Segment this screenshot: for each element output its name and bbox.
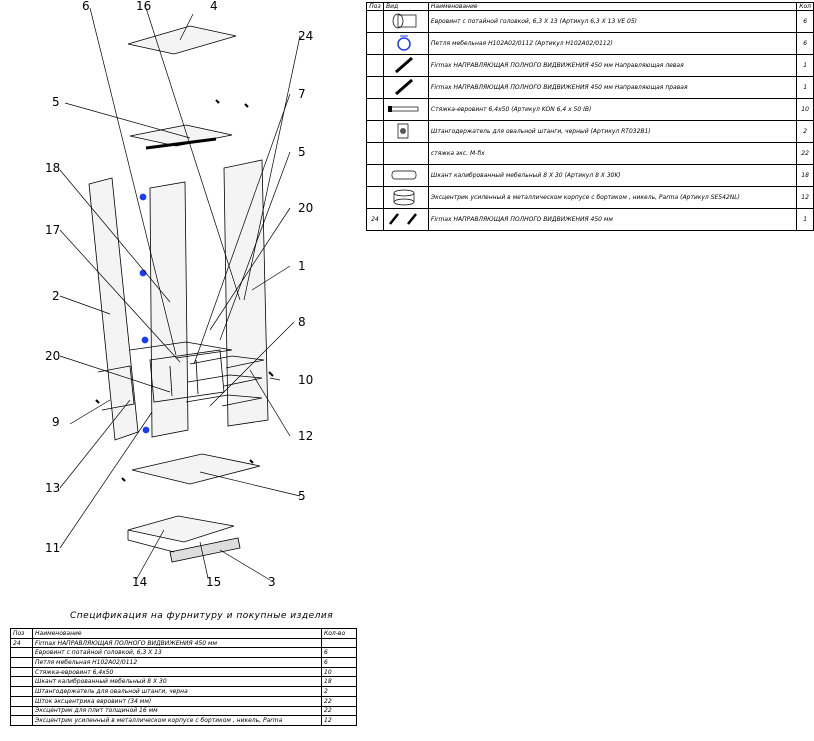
table-header-row [367,3,814,11]
hinge-icon [142,337,148,343]
table-row [11,677,357,687]
header-qty: Кол [797,3,814,11]
row-name: Firmax НАПРАВЛЯЮЩАЯ ПОЛНОГО ВИДВИЖЕНИЯ 450 мм [33,638,322,648]
runner-icon [383,209,428,231]
table-row [367,77,814,99]
row-pos [11,696,33,706]
row-name: Firmax НАПРАВЛЯЮЩАЯ ПОЛНОГО ВИДВИЖЕНИЯ 450 мм Направляющая левая [428,55,796,77]
runner-left-icon [383,55,428,77]
callout-11: 11 [45,541,61,555]
callout-20-left: 20 [45,349,61,363]
row-qty: 22 [797,143,814,165]
row-name: Штангодержатель для овальной штанги, черный (Артикул RT032B1) [428,121,796,143]
callout-10: 10 [298,373,314,387]
callout-16: 16 [136,0,152,13]
header-qty: Кол-во [322,629,357,639]
header-pos: Поз [11,629,33,639]
callout-14: 14 [132,575,148,589]
callout-13: 13 [45,481,61,495]
row-qty: 1 [797,209,814,231]
runner-right-icon [383,77,428,99]
row-pos: 24 [367,209,384,231]
eccentric-icon [383,187,428,209]
panel-top-4 [128,26,236,54]
table-row [367,209,814,231]
mfix-icon [383,143,428,165]
table-row [11,648,357,658]
table-row [11,658,357,668]
row-qty: 6 [322,658,357,668]
spec-title: Спецификация на фурнитуру и покупные изделия [70,611,334,621]
row-pos [367,33,384,55]
hinge-icon [140,194,146,200]
row-pos [367,11,384,33]
row-name: Шкант калиброванный мебельный 8 X 30 [33,677,322,687]
row-name: Евровинт с потайной головкой, 6,3 X 13 (Артикул 6,3 X 13 VE 05) [428,11,796,33]
callout-5-right: 5 [298,145,306,159]
table-row [367,187,814,209]
row-qty [322,638,357,648]
row-pos [367,143,384,165]
table-row [11,667,357,677]
row-pos [11,667,33,677]
row-name: Петля мебельная H102A02/0112 (Артикул H102A02/0112) [428,33,796,55]
confirmat-icon [383,99,428,121]
callout-5-lower: 5 [298,489,306,503]
callout-24: 24 [298,29,314,43]
table-row [367,143,814,165]
header-pos: Поз [367,3,384,11]
callout-12: 12 [298,429,314,443]
row-qty: 1 [797,55,814,77]
hinge-icon [140,270,146,276]
table-row [11,696,357,706]
callout-9: 9 [52,415,60,429]
panel-bottom-3 [128,516,234,542]
callout-7: 7 [298,87,306,101]
row-pos [367,55,384,77]
dowel-icon [383,165,428,187]
callout-20-right: 20 [298,201,314,215]
row-qty: 1 [797,77,814,99]
callout-15: 15 [206,575,222,589]
row-pos [367,121,384,143]
panel-partition-20 [150,182,188,437]
row-pos [367,165,384,187]
header-img: Вид [383,3,428,11]
row-pos [11,706,33,716]
row-qty: 6 [797,11,814,33]
row-pos: 24 [11,638,33,648]
row-qty: 6 [322,648,357,658]
row-qty: 22 [322,696,357,706]
table-header-row [11,629,357,639]
row-pos [367,77,384,99]
table-row [11,706,357,716]
row-qty: 12 [797,187,814,209]
hinge-icon [383,33,428,55]
table-row [367,33,814,55]
row-name: Эксцентрик для плит толщиной 16 мм [33,706,322,716]
row-name: Стяжка-евровинт 6,4x50 (Артикул KON 6,4 x 50 IB) [428,99,796,121]
row-qty: 12 [322,716,357,726]
row-pos [11,658,33,668]
callout-3: 3 [268,575,276,589]
callout-2: 2 [52,289,60,303]
row-pos [11,677,33,687]
row-pos [11,716,33,726]
callout-5-upper: 5 [52,95,60,109]
row-name: Шток эксцентрика евровинт (34 мм) [33,696,322,706]
row-qty: 2 [797,121,814,143]
row-qty: 18 [797,165,814,187]
rod-holder-icon [383,121,428,143]
row-qty: 2 [322,687,357,697]
callout-4: 4 [210,0,218,13]
callout-1: 1 [298,259,306,273]
table-row [367,121,814,143]
row-name: Firmax НАПРАВЛЯЮЩАЯ ПОЛНОГО ВИДВИЖЕНИЯ 450 мм Направляющая правая [428,77,796,99]
row-name: Евровинт с потайной головкой, 6,3 X 13 [33,648,322,658]
row-qty: 6 [797,33,814,55]
table-row [11,716,357,726]
panel-side-right-1 [224,160,268,426]
row-name: Эксцентрик усиленный в металлическом корпусе с бортиком , никель, Parma (Артикул SE542NL) [428,187,796,209]
exploded-assembly-drawing [0,0,360,600]
callout-6: 6 [82,0,90,13]
callout-17: 17 [45,223,61,237]
table-row [11,687,357,697]
table-row [367,99,814,121]
hardware-list-table [10,628,357,726]
row-qty: 18 [322,677,357,687]
hinge-icon [143,427,149,433]
row-pos [11,687,33,697]
row-name: Шкант калиброванный мебельный 8 X 30 (Артикул 8 X 30K) [428,165,796,187]
callout-18: 18 [45,161,61,175]
row-name: Штангодержатель для овальной штанги, черна [33,687,322,697]
row-qty: 10 [322,667,357,677]
euroscrew-icon [383,11,428,33]
table-row [367,55,814,77]
row-pos [367,99,384,121]
hardware-spec-table [366,2,814,231]
row-pos [11,648,33,658]
callout-8: 8 [298,315,306,329]
header-name: Наименование [33,629,322,639]
panel-shelf-5-lower [132,454,260,484]
table-row [367,165,814,187]
row-name: стяжка экс. M-fix [428,143,796,165]
row-pos [367,187,384,209]
table-row [11,638,357,648]
row-name: Петля мебельная H102A02/0112 [33,658,322,668]
row-qty: 22 [322,706,357,716]
row-name: Стяжка-евровинт 6,4x50 [33,667,322,677]
header-name: Наименование [428,3,796,11]
row-qty: 10 [797,99,814,121]
row-name: Firmax НАПРАВЛЯЮЩАЯ ПОЛНОГО ВИДВИЖЕНИЯ 450 мм [428,209,796,231]
table-row [367,11,814,33]
row-name: Эксцентрик усиленный в металлическом корпусе с бортиком , никель, Parma [33,716,322,726]
